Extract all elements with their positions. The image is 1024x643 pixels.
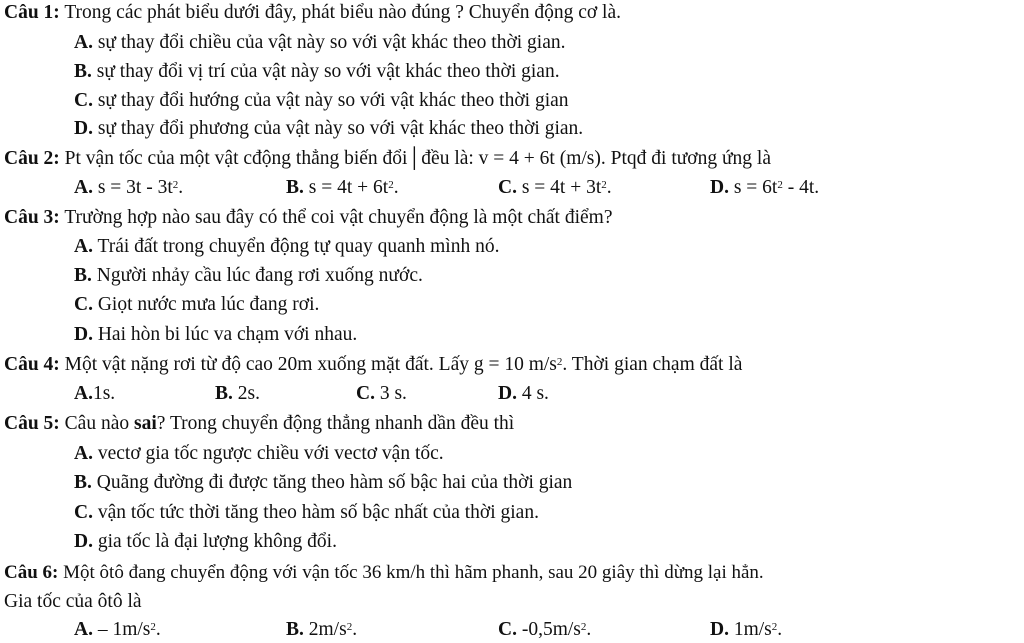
question-6-text-line-2: Gia tốc của ôtô là: [4, 591, 142, 612]
question-2-option-b: [286, 176, 399, 200]
option-suffix: .: [352, 619, 358, 640]
option-letter: A.: [74, 383, 93, 404]
option-exponent: 2: [150, 621, 156, 633]
question-1-option-a: [74, 31, 566, 55]
question-4-option-c: [356, 382, 407, 406]
option-letter: D.: [74, 118, 93, 139]
option-letter: C.: [74, 90, 93, 111]
option-suffix: .: [155, 619, 161, 640]
question-2-option-c: [498, 176, 612, 200]
question-3-text: Trường hợp nào sau đây có thể coi vật chuyển động là một chất điểm?: [59, 207, 613, 228]
question-4-exponent: 2: [556, 356, 563, 368]
question-4-text-end: . Thời gian chạm đất là: [562, 354, 743, 375]
option-text: – 1m/s: [92, 619, 151, 640]
option-text: sự thay đổi phương của vật này so với vật khác theo thời gian.: [92, 118, 584, 139]
question-3-option-c: [74, 293, 319, 317]
question-1-text: Trong các phát biểu dưới đây, phát biểu nào đúng ? Chuyển động cơ là.: [59, 2, 621, 23]
question-4-label: Câu 4:: [4, 354, 60, 375]
question-3-option-b: [74, 264, 423, 288]
option-letter: B.: [286, 177, 304, 198]
option-text: Trái đất trong chuyển động tự quay quanh mình nó.: [92, 236, 500, 257]
option-text: sự thay đổi hướng của vật này so với vật khác theo thời gian: [92, 90, 569, 111]
option-letter: A.: [74, 443, 93, 464]
question-2-option-d: [710, 176, 819, 200]
option-text: s = 3t - 3t: [92, 177, 173, 198]
question-4-option-a: [74, 382, 115, 406]
question-4-text: Một vật nặng rơi từ độ cao 20m xuống mặt đất. Lấy g = 10 m/s: [59, 354, 557, 375]
question-6-option-c: [498, 618, 591, 642]
option-text: s = 6t: [728, 177, 778, 198]
question-6-text: Một ôtô đang chuyển động với vận tốc 36 km/h thì hãm phanh, sau 20 giây thì dừng lại hẳn.: [58, 562, 764, 583]
question-5-text: Câu nào: [59, 413, 134, 434]
option-suffix: .: [393, 177, 399, 198]
option-letter: B.: [74, 61, 92, 82]
option-exponent: 2: [580, 621, 587, 633]
option-suffix: - 4t.: [782, 177, 820, 198]
question-4-option-d: [498, 382, 549, 406]
option-text: Quãng đường đi được tăng theo hàm số bậc hai của thời gian: [91, 472, 573, 493]
option-letter: D.: [74, 531, 93, 552]
option-letter: C.: [74, 502, 93, 523]
option-letter: A.: [74, 236, 93, 257]
question-5-option-c: [74, 501, 539, 525]
option-exponent: 2: [601, 179, 607, 191]
option-suffix: .: [586, 619, 592, 640]
option-exponent: 2: [771, 621, 778, 633]
question-5-emphasis: sai: [134, 413, 157, 434]
option-text: 1s.: [92, 383, 116, 404]
option-text: s = 4t + 3t: [516, 177, 602, 198]
question-5-option-a: [74, 442, 444, 466]
question-2-stem: [4, 147, 771, 171]
question-5-option-d: [74, 530, 337, 554]
option-text: -0,5m/s: [516, 619, 581, 640]
option-text: gia tốc là đại lượng không đổi.: [92, 531, 337, 552]
option-letter: B.: [74, 472, 92, 493]
question-2-option-a: [74, 176, 183, 200]
question-6-label: Câu 6:: [4, 562, 59, 583]
question-1-stem: [4, 1, 621, 25]
option-letter: C.: [356, 383, 375, 404]
question-6-stem: [4, 561, 764, 585]
option-text: sự thay đổi chiều của vật này so với vật khác theo thời gian.: [92, 32, 566, 53]
question-5-stem: [4, 412, 514, 436]
question-6-stem-continued: [4, 590, 142, 614]
option-text: vận tốc tức thời tăng theo hàm số bậc nhất của thời gian.: [92, 502, 539, 523]
question-1-option-b: [74, 60, 560, 84]
option-letter: A.: [74, 177, 93, 198]
option-exponent: 2: [777, 179, 783, 191]
option-letter: D.: [710, 177, 729, 198]
option-text: sự thay đổi vị trí của vật này so với vật khác theo thời gian.: [91, 61, 560, 82]
question-4-option-b: [215, 382, 260, 406]
option-text: 3 s.: [374, 383, 407, 404]
option-letter: D.: [498, 383, 517, 404]
option-text: Giọt nước mưa lúc đang rơi.: [92, 294, 320, 315]
option-text: 1m/s: [728, 619, 772, 640]
question-2-label: Câu 2:: [4, 148, 60, 169]
option-text: 2m/s: [303, 619, 347, 640]
option-text: Người nhảy cầu lúc đang rơi xuống nước.: [91, 265, 423, 286]
question-5-option-b: [74, 471, 572, 495]
question-3-label: Câu 3:: [4, 207, 60, 228]
option-text: s = 4t + 6t: [303, 177, 389, 198]
question-1-option-d: [74, 117, 583, 141]
option-suffix: .: [178, 177, 184, 198]
option-letter: C.: [498, 619, 517, 640]
option-letter: C.: [498, 177, 517, 198]
option-letter: D.: [74, 324, 93, 345]
option-exponent: 2: [172, 179, 179, 191]
question-4-options-row: [74, 382, 674, 406]
question-5-label: Câu 5:: [4, 413, 60, 434]
option-text: Hai hòn bi lúc va chạm với nhau.: [92, 324, 358, 345]
option-letter: B.: [74, 265, 92, 286]
question-3-option-d: [74, 323, 357, 347]
question-3-stem: [4, 206, 613, 230]
question-6-option-a: [74, 618, 161, 642]
option-suffix: .: [606, 177, 612, 198]
question-2-text: Pt vận tốc của một vật cđộng thẳng biến đổi│đều là: v = 4 + 6t (m/s). Ptqđ đi tương ứng là: [59, 148, 772, 169]
option-letter: C.: [74, 294, 93, 315]
option-text: 2s.: [232, 383, 260, 404]
question-6-options-row: [74, 618, 1014, 642]
option-letter: D.: [710, 619, 729, 640]
option-letter: B.: [286, 619, 304, 640]
option-letter: A.: [74, 619, 93, 640]
option-exponent: 2: [388, 179, 394, 191]
question-4-stem: [4, 353, 742, 377]
question-3-option-a: [74, 235, 499, 259]
question-6-option-d: [710, 618, 782, 642]
question-6-option-b: [286, 618, 357, 642]
question-2-options-row: [74, 176, 1014, 200]
option-text: 4 s.: [516, 383, 549, 404]
option-suffix: .: [777, 619, 783, 640]
question-5-text-end: ? Trong chuyển động thẳng nhanh dần đều thì: [156, 413, 515, 434]
option-exponent: 2: [346, 621, 353, 633]
question-1-label: Câu 1:: [4, 2, 60, 23]
question-1-option-c: [74, 89, 569, 113]
option-letter: A.: [74, 32, 93, 53]
option-letter: B.: [215, 383, 233, 404]
option-text: vectơ gia tốc ngược chiều với vectơ vận tốc.: [92, 443, 444, 464]
